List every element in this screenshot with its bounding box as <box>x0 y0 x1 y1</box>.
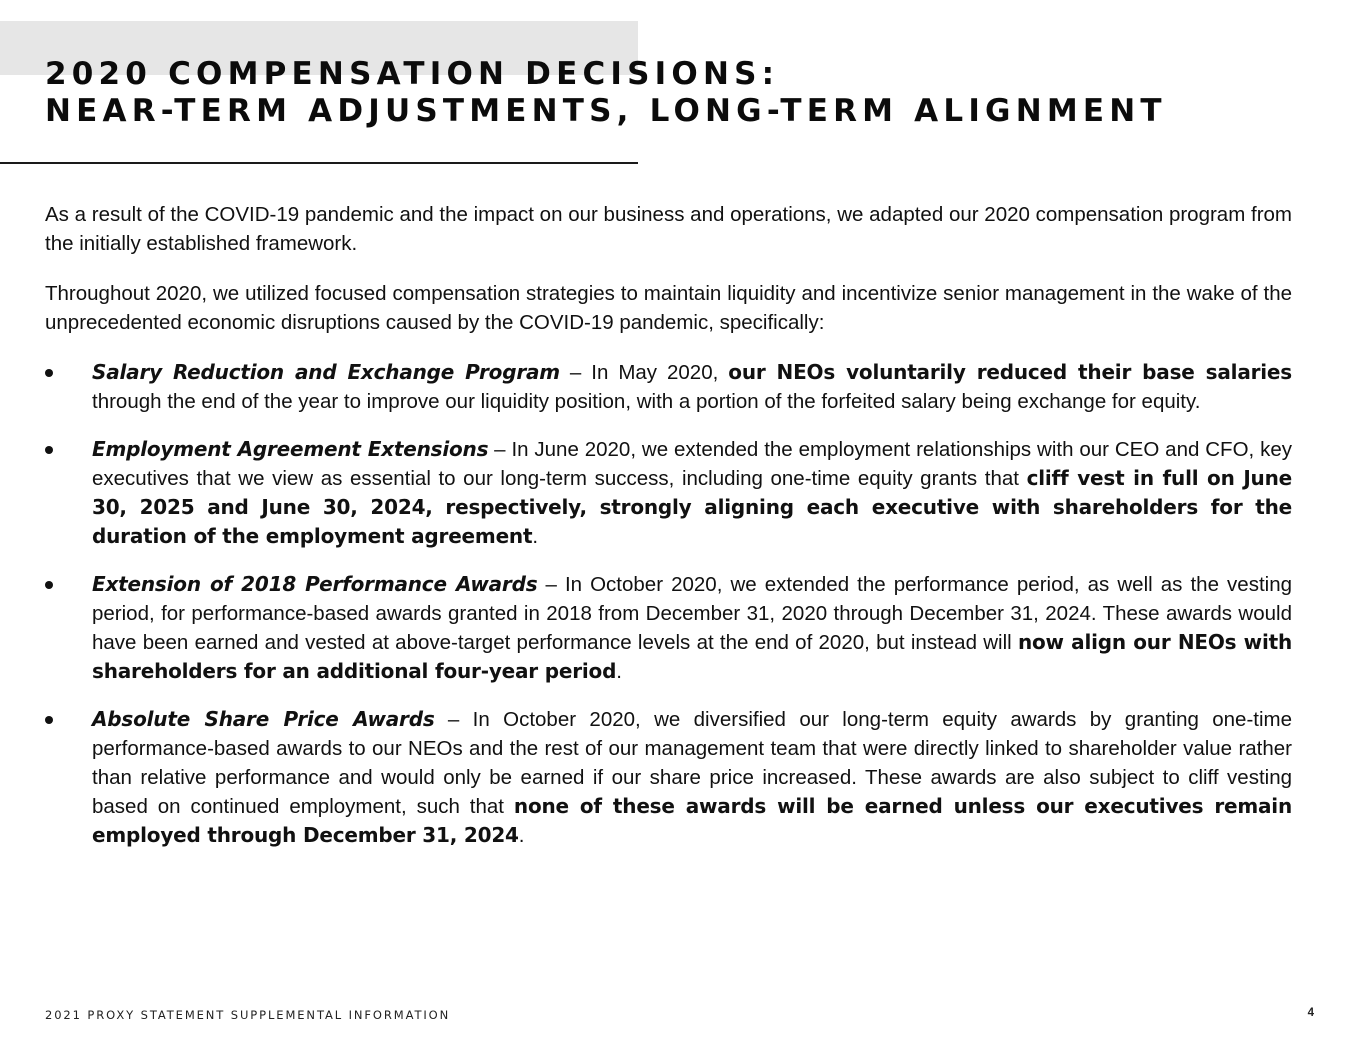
title-divider <box>0 162 638 164</box>
intro-paragraph-2: Throughout 2020, we utilized focused compensation strategies to maintain liquidity and incentivize senior management in the wake of the unprecedented economic disruptions caused by the COVID-19 pandemic, specifically: <box>45 282 1292 334</box>
list-item <box>45 435 1292 551</box>
bullet-icon <box>45 369 53 377</box>
item-emphasis: none of these awards will be earned unless our executives remain employed through December 31, 2024 <box>92 794 1292 847</box>
item-text-end: . <box>616 660 622 683</box>
item-text: – In May 2020, <box>559 361 729 384</box>
item-emphasis: now align our NEOs with shareholders for an additional four-year period <box>92 630 1292 683</box>
item-text-end: . <box>532 525 539 548</box>
item-text-end: through the end of the year to improve our liquidity position, with a portion of the forfeited salary being exchange for equity. <box>92 390 1201 413</box>
list-item <box>45 570 1292 686</box>
page-title-line-2: NEAR-TERM ADJUSTMENTS, LONG-TERM ALIGNMENT <box>45 93 1167 129</box>
page-title-line-1: 2020 COMPENSATION DECISIONS: <box>45 56 780 92</box>
item-text: – In October 2020, we extended the performance period, as well as the vesting period, for performance-based awards granted in 2018 from December 31, 2020 through December 31, 2024. These awards would have been earned and vested at above-target performance levels at the end of 2020, but instead will <box>92 573 1292 654</box>
item-text-end: . <box>518 824 525 847</box>
page-number: 4 <box>1307 1007 1314 1019</box>
item-text: – In June 2020, we extended the employment relationships with our CEO and CFO, key executives that we view as essential to our long-term success, including one-time equity grants that <box>92 438 1292 490</box>
item-heading: Salary Reduction and Exchange Program <box>92 360 560 384</box>
item-emphasis: our NEOs voluntarily reduced their base salaries <box>728 360 1292 384</box>
intro-paragraph-1: As a result of the COVID-19 pandemic and the impact on our business and operations, we adapted our 2020 compensation program from the initially established framework. <box>45 203 1292 255</box>
bullet-icon <box>45 446 53 454</box>
bullet-icon <box>45 716 53 724</box>
item-heading: Extension of 2018 Performance Awards <box>92 572 538 596</box>
list-item <box>45 358 1292 416</box>
footer-label: 2021 PROXY STATEMENT SUPPLEMENTAL INFORMATION <box>45 1008 451 1022</box>
list-item <box>45 705 1292 850</box>
body-content <box>45 200 1292 869</box>
decision-list <box>45 358 1292 850</box>
item-heading: Absolute Share Price Awards <box>92 707 435 731</box>
page-title <box>45 56 1167 130</box>
item-emphasis: cliff vest in full on June 30, 2025 and June 30, 2024, respectively, strongly aligning each executive with shareholders for the duration of the employment agreement <box>92 466 1292 548</box>
bullet-icon <box>45 581 53 589</box>
item-text: – In October 2020, we diversified our long-term equity awards by granting one-time performance-based awards to our NEOs and the rest of our management team that were directly linked to shareholder value rather than relative performance and would only be earned if our share price increased. These awards are also subject to cliff vesting based on continued employment, such that <box>92 708 1292 818</box>
item-heading: Employment Agreement Extensions <box>92 437 489 461</box>
